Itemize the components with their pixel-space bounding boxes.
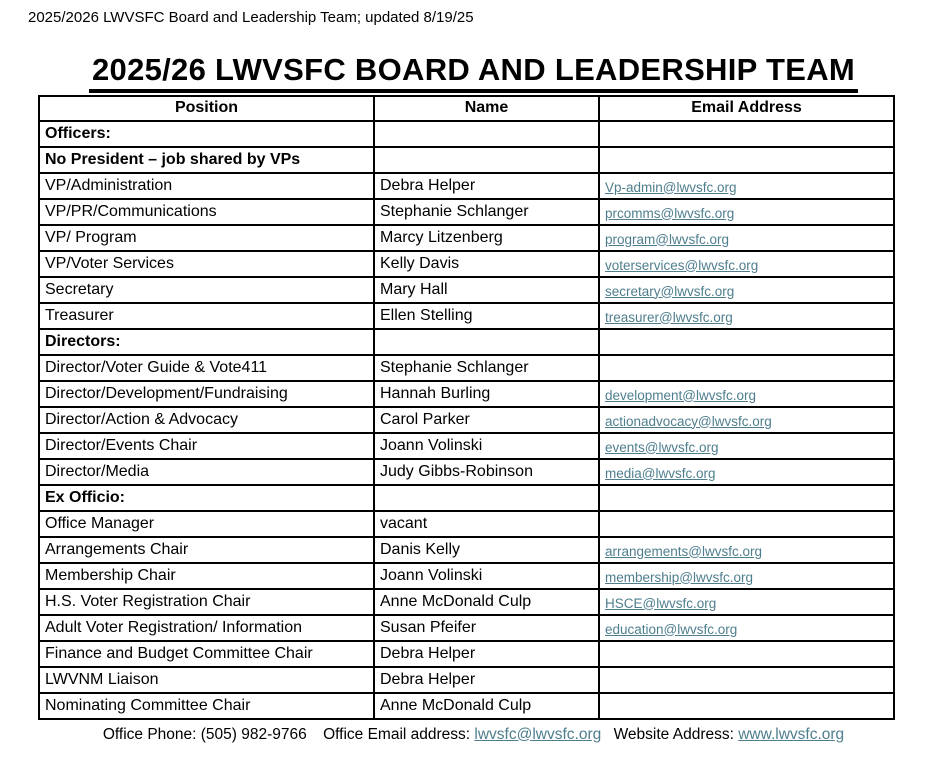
name-cell: Judy Gibbs-Robinson bbox=[374, 459, 599, 485]
email-cell bbox=[599, 355, 894, 381]
email-cell bbox=[599, 251, 894, 277]
position-cell: VP/Voter Services bbox=[39, 251, 374, 277]
position-cell: Director/Voter Guide & Vote411 bbox=[39, 355, 374, 381]
table-row bbox=[39, 459, 894, 485]
name-cell: Stephanie Schlanger bbox=[374, 199, 599, 225]
position-cell: No President – job shared by VPs bbox=[39, 147, 374, 173]
section-row bbox=[39, 147, 894, 173]
position-cell: Directors: bbox=[39, 329, 374, 355]
position-cell: VP/ Program bbox=[39, 225, 374, 251]
name-cell: Danis Kelly bbox=[374, 537, 599, 563]
board-table bbox=[38, 95, 895, 720]
page-title: 2025/26 LWVSFC BOARD AND LEADERSHIP TEAM bbox=[89, 52, 858, 93]
position-cell: Officers: bbox=[39, 121, 374, 147]
email-link[interactable]: development@lwvsfc.org bbox=[605, 387, 757, 403]
email-link[interactable]: Vp-admin@lwvsfc.org bbox=[605, 179, 737, 195]
name-cell: Marcy Litzenberg bbox=[374, 225, 599, 251]
name-cell: Anne McDonald Culp bbox=[374, 693, 599, 719]
email-link[interactable]: prcomms@lwvsfc.org bbox=[605, 205, 735, 221]
position-cell: VP/PR/Communications bbox=[39, 199, 374, 225]
email-link[interactable]: treasurer@lwvsfc.org bbox=[605, 309, 733, 325]
email-cell bbox=[599, 225, 894, 251]
position-cell: Membership Chair bbox=[39, 563, 374, 589]
section-row bbox=[39, 121, 894, 147]
email-cell bbox=[599, 147, 894, 173]
position-cell: Arrangements Chair bbox=[39, 537, 374, 563]
name-cell: Debra Helper bbox=[374, 173, 599, 199]
email-link[interactable]: membership@lwvsfc.org bbox=[605, 569, 753, 585]
name-cell: Mary Hall bbox=[374, 277, 599, 303]
email-cell bbox=[599, 303, 894, 329]
column-header-name: Name bbox=[374, 96, 599, 121]
email-cell bbox=[599, 563, 894, 589]
email-link[interactable]: secretary@lwvsfc.org bbox=[605, 283, 735, 299]
email-cell bbox=[599, 433, 894, 459]
position-cell: Ex Officio: bbox=[39, 485, 374, 511]
name-cell bbox=[374, 329, 599, 355]
header-row bbox=[39, 96, 894, 121]
email-cell bbox=[599, 407, 894, 433]
table-row bbox=[39, 251, 894, 277]
position-cell: LWVNM Liaison bbox=[39, 667, 374, 693]
email-cell bbox=[599, 199, 894, 225]
name-cell: Ellen Stelling bbox=[374, 303, 599, 329]
table-row bbox=[39, 355, 894, 381]
name-cell: Joann Volinski bbox=[374, 563, 599, 589]
email-cell bbox=[599, 121, 894, 147]
name-cell: vacant bbox=[374, 511, 599, 537]
position-cell: Adult Voter Registration/ Information bbox=[39, 615, 374, 641]
name-cell: Carol Parker bbox=[374, 407, 599, 433]
board-table-header bbox=[39, 96, 894, 121]
email-link[interactable]: media@lwvsfc.org bbox=[605, 465, 716, 481]
email-cell bbox=[599, 693, 894, 719]
name-cell bbox=[374, 121, 599, 147]
email-cell bbox=[599, 615, 894, 641]
table-row bbox=[39, 173, 894, 199]
email-cell bbox=[599, 511, 894, 537]
email-cell bbox=[599, 381, 894, 407]
table-row bbox=[39, 277, 894, 303]
email-link[interactable]: education@lwvsfc.org bbox=[605, 621, 738, 637]
section-row bbox=[39, 329, 894, 355]
table-row bbox=[39, 303, 894, 329]
table-row bbox=[39, 511, 894, 537]
name-cell bbox=[374, 147, 599, 173]
email-cell bbox=[599, 277, 894, 303]
email-link[interactable]: actionadvocacy@lwvsfc.org bbox=[605, 413, 772, 429]
email-cell bbox=[599, 329, 894, 355]
office-email-label: Office Email address: bbox=[323, 725, 471, 743]
table-row bbox=[39, 433, 894, 459]
email-cell bbox=[599, 459, 894, 485]
position-cell: Director/Media bbox=[39, 459, 374, 485]
email-cell bbox=[599, 641, 894, 667]
position-cell: Director/Action & Advocacy bbox=[39, 407, 374, 433]
doc-header: 2025/2026 LWVSFC Board and Leadership Team; updated 8/19/25 bbox=[28, 9, 474, 26]
table-row bbox=[39, 615, 894, 641]
position-cell: Secretary bbox=[39, 277, 374, 303]
position-cell: Treasurer bbox=[39, 303, 374, 329]
email-link[interactable]: program@lwvsfc.org bbox=[605, 231, 729, 247]
email-link[interactable]: HSCE@lwvsfc.org bbox=[605, 595, 717, 611]
website-link[interactable]: www.lwvsfc.org bbox=[738, 725, 845, 743]
table-row bbox=[39, 381, 894, 407]
email-cell bbox=[599, 173, 894, 199]
table-row bbox=[39, 693, 894, 719]
table-row bbox=[39, 563, 894, 589]
email-cell bbox=[599, 537, 894, 563]
column-header-position: Position bbox=[39, 96, 374, 121]
position-cell: Nominating Committee Chair bbox=[39, 693, 374, 719]
column-header-email: Email Address bbox=[599, 96, 894, 121]
email-link[interactable]: voterservices@lwvsfc.org bbox=[605, 257, 759, 273]
email-cell bbox=[599, 667, 894, 693]
email-link[interactable]: arrangements@lwvsfc.org bbox=[605, 543, 763, 559]
email-cell bbox=[599, 485, 894, 511]
email-cell bbox=[599, 589, 894, 615]
table-row bbox=[39, 667, 894, 693]
position-cell: Director/Development/Fundraising bbox=[39, 381, 374, 407]
name-cell: Debra Helper bbox=[374, 641, 599, 667]
name-cell: Debra Helper bbox=[374, 667, 599, 693]
position-cell: Finance and Budget Committee Chair bbox=[39, 641, 374, 667]
name-cell: Joann Volinski bbox=[374, 433, 599, 459]
position-cell: Director/Events Chair bbox=[39, 433, 374, 459]
name-cell: Hannah Burling bbox=[374, 381, 599, 407]
board-table-body bbox=[39, 121, 894, 719]
position-cell: H.S. Voter Registration Chair bbox=[39, 589, 374, 615]
website-label: Website Address: bbox=[613, 725, 734, 743]
name-cell: Anne McDonald Culp bbox=[374, 589, 599, 615]
table-row bbox=[39, 537, 894, 563]
position-cell: Office Manager bbox=[39, 511, 374, 537]
name-cell: Kelly Davis bbox=[374, 251, 599, 277]
email-link[interactable]: events@lwvsfc.org bbox=[605, 439, 719, 455]
table-row bbox=[39, 589, 894, 615]
table-row bbox=[39, 641, 894, 667]
name-cell: Susan Pfeifer bbox=[374, 615, 599, 641]
footer-contact-line bbox=[0, 726, 947, 744]
name-cell: Stephanie Schlanger bbox=[374, 355, 599, 381]
table-row bbox=[39, 225, 894, 251]
table-row bbox=[39, 199, 894, 225]
position-cell: VP/Administration bbox=[39, 173, 374, 199]
office-phone: Office Phone: (505) 982-9766 bbox=[102, 725, 307, 743]
title-wrap bbox=[0, 52, 947, 93]
table-row bbox=[39, 407, 894, 433]
section-row bbox=[39, 485, 894, 511]
name-cell bbox=[374, 485, 599, 511]
office-email-link[interactable]: lwvsfc@lwvsfc.org bbox=[474, 725, 602, 743]
